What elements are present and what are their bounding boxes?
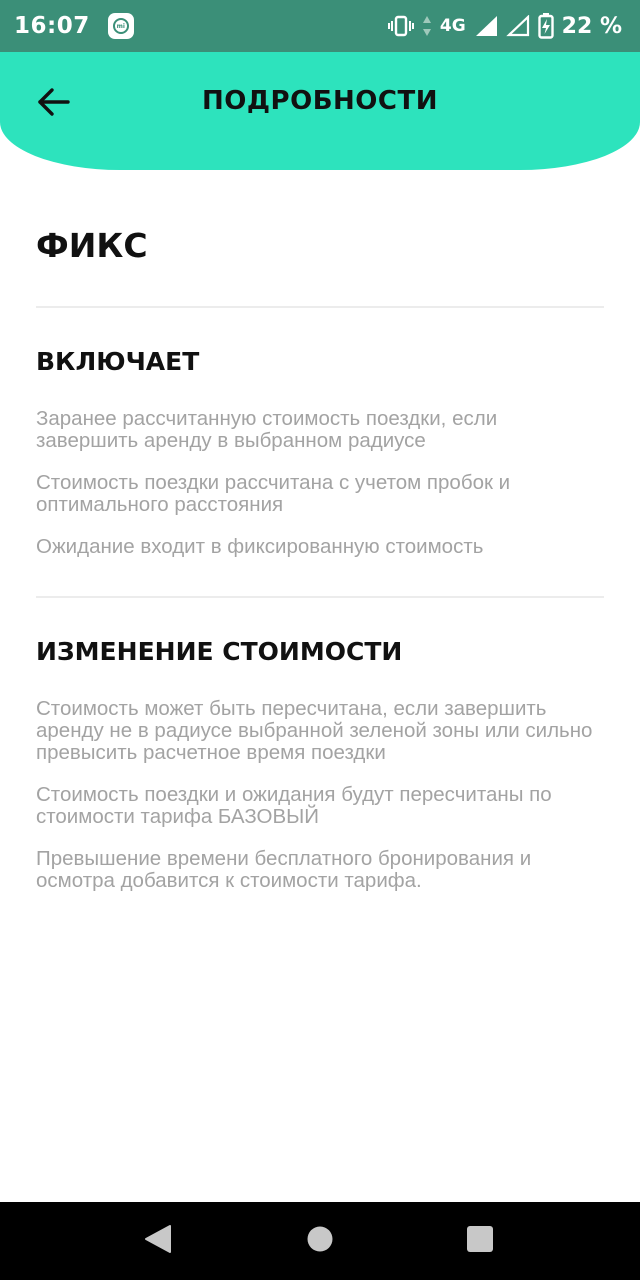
- nav-recents-button[interactable]: [440, 1202, 520, 1280]
- vibrate-icon: [388, 15, 414, 37]
- divider: [36, 306, 604, 308]
- signal-icon: [474, 15, 498, 37]
- header: [0, 52, 640, 170]
- battery-charging-icon: [538, 13, 554, 39]
- square-recents-icon: [466, 1225, 494, 1257]
- list-item: Стоимость может быть пересчитана, если завершить аренду не в радиусе выбранной зеленой зоны или сильно превысить расчетное время поездки: [36, 697, 593, 764]
- section-title-includes: ВКЛЮЧАЕТ: [36, 347, 200, 376]
- mi-app-icon: mi: [108, 13, 134, 39]
- section-title-price-change: ИЗМЕНЕНИЕ СТОИМОСТИ: [36, 637, 403, 666]
- page-title: ПОДРОБНОСТИ: [202, 86, 438, 116]
- circle-home-icon: [306, 1225, 334, 1257]
- tariff-details: [36, 170, 604, 892]
- nav-back-button[interactable]: [118, 1202, 198, 1280]
- price-change-list: [36, 698, 604, 892]
- includes-list: [36, 408, 604, 558]
- battery-level: 22 %: [561, 13, 622, 39]
- list-item: Стоимость поездки и ожидания будут пересчитаны по стоимости тарифа БАЗОВЫЙ: [36, 783, 552, 828]
- network-type: 4G: [439, 16, 466, 36]
- tariff-name: ФИКС: [36, 226, 148, 265]
- triangle-back-icon: [144, 1224, 172, 1258]
- nav-home-button[interactable]: [280, 1202, 360, 1280]
- status-time: 16:07: [14, 13, 90, 39]
- list-item: Превышение времени бесплатного бронирования и осмотра добавится к стоимости тарифа.: [36, 847, 532, 892]
- signal-empty-icon: [506, 15, 530, 37]
- list-item: Ожидание входит в фиксированную стоимость: [36, 535, 484, 558]
- list-item: Стоимость поездки рассчитана с учетом пробок и оптимального расстояния: [36, 471, 511, 516]
- data-arrows-icon: [422, 15, 432, 37]
- divider: [36, 596, 604, 598]
- status-indicators: [388, 13, 622, 39]
- system-nav-bar: [0, 1202, 640, 1280]
- status-bar: [0, 0, 640, 52]
- list-item: Заранее рассчитанную стоимость поездки, если завершить аренду в выбранном радиусе: [36, 407, 498, 452]
